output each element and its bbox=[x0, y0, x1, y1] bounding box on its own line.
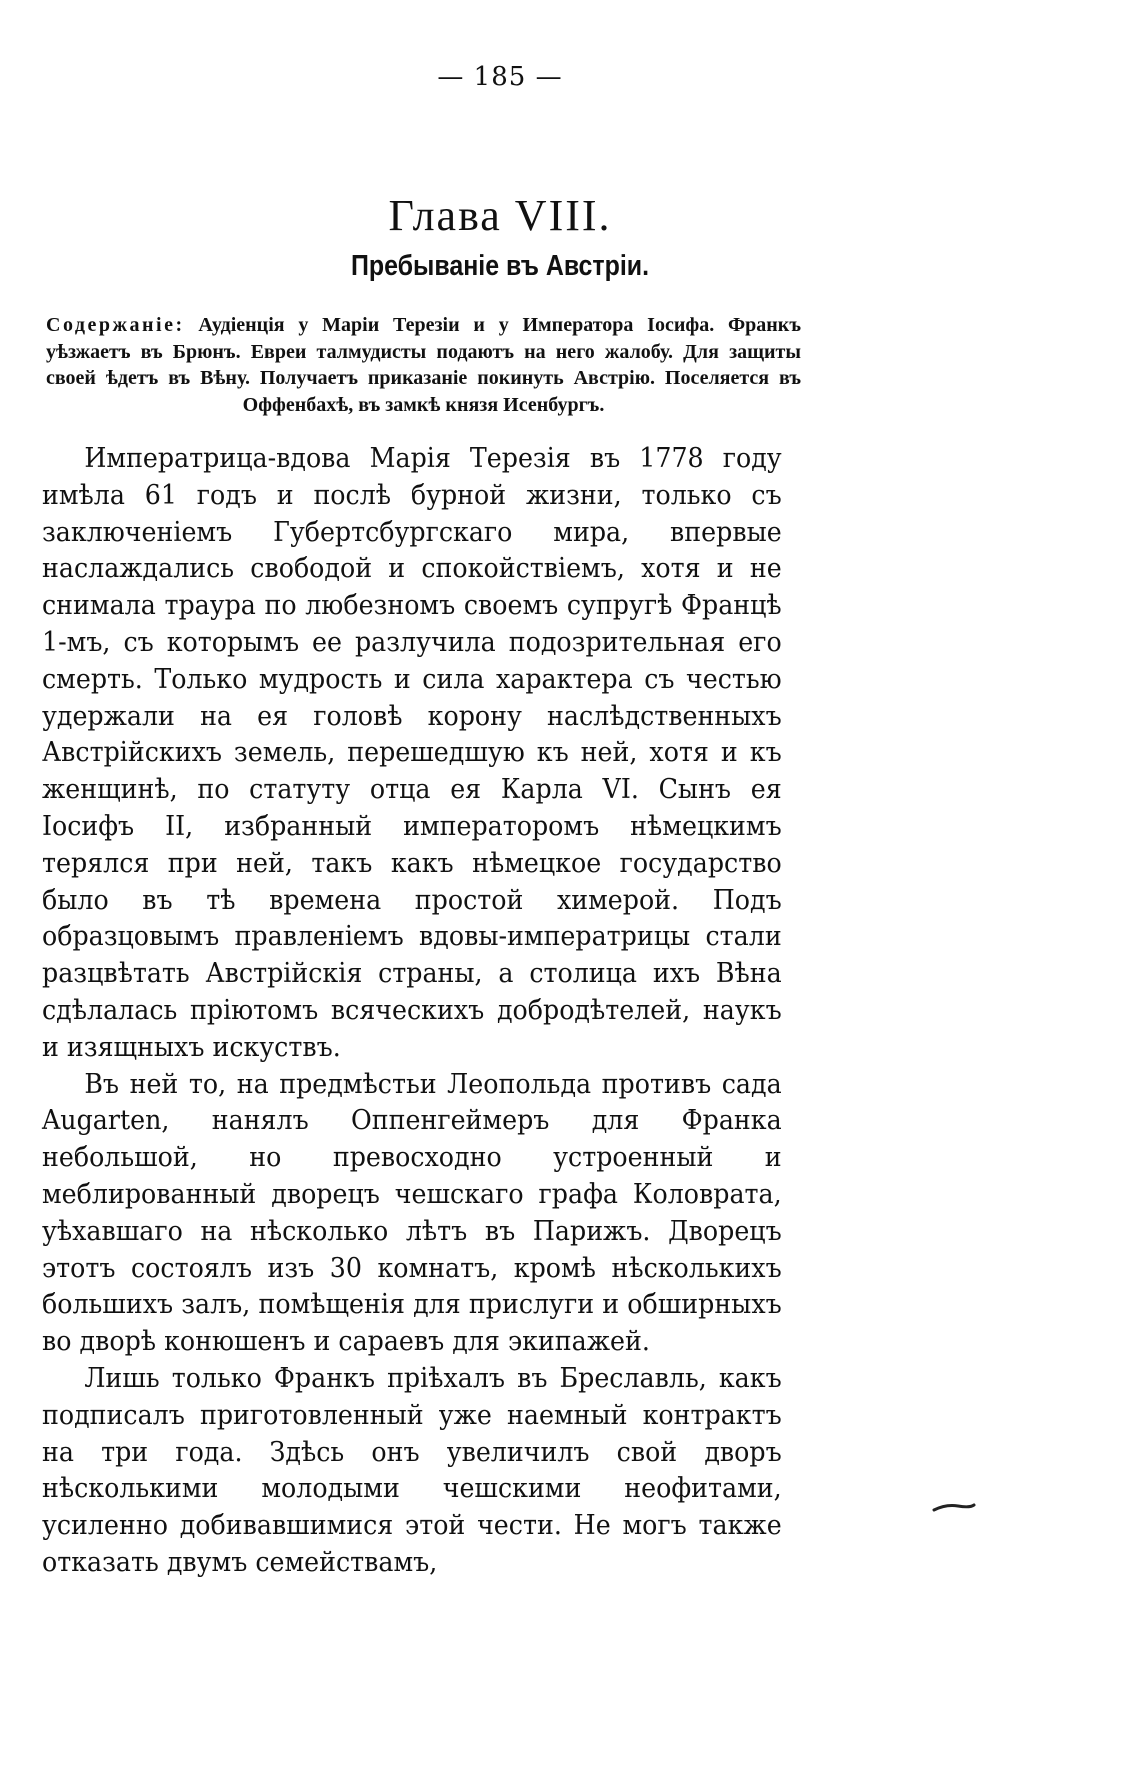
page-number: — 185 — bbox=[437, 62, 563, 92]
chapter-subtitle: Пребываніе въ Австріи. bbox=[350, 250, 650, 282]
summary-text: Аудіенція у Маріи Терезіи и у Императора Іосифа. Франкъ уѣзжаетъ въ Брюнъ. Евреи талмудисты подаютъ на него жалобу. Для защиты своей ѣдетъ въ Вѣну. Получаетъ приказаніе покинуть Австрію. Поселяется въ Оффенбахѣ, въ замкѣ князя Исенбургъ. bbox=[46, 314, 801, 416]
paragraph: Лишь только Франкъ пріѣхалъ въ Бреславль, какъ подписалъ приготовленный уже наемный контрактъ на три года. Здѣсь онъ увеличилъ свой дворъ нѣсколькими молодыми чешскими неофитами, усиленно добивавшимися этой чести. Не могъ также отказать двумъ семействамъ, bbox=[42, 1361, 782, 1578]
paragraph: Въ ней то, на предмѣстьи Леопольда противъ сада Augarten, нанялъ Оппенгеймеръ для Франка небольшой, но превосходно устроенный и меблированный дворецъ чешскаго графа Коловрата, уѣхавшаго на нѣсколько лѣтъ въ Парижъ. Дворецъ этотъ состоялъ изъ 30 комнатъ, кромѣ нѣсколькихъ большихъ залъ, помѣщенія для прислуги и обширныхъ во дворѣ конюшенъ и сараевъ для экипажей. bbox=[42, 1067, 782, 1358]
summary-label: Содержаніе: bbox=[46, 314, 185, 336]
chapter-title: Глава VIII. bbox=[388, 191, 612, 240]
paragraph: Императрица-вдова Марія Терезія въ 1778 году имѣла 61 годъ и послѣ бурной жизни, только съ заключеніемъ Губертсбургскаго мира, впервые наслаждались свободой и спокойствіемъ, хотя и не снимала траура по любезномъ своемъ супругѣ Францѣ 1-мъ, съ которымъ ее разлучила подозрительная его смерть. Только мудрость и сила характера съ честью удержали на ея головѣ корону наслѣдственныхъ Австрійскихъ земель, перешедшую къ ней, хотя и къ женщинѣ, по статуту отца ея Карла VI. Сынъ ея Іосифъ II, избранный императоромъ нѣмецкимъ терялся при ней, такъ какъ нѣмецкое государство было въ тѣ времена простой химерой. Подъ образцовымъ правленіемъ вдовы-императрицы стали разцвѣтать Австрійскія страны, а столица ихъ Вѣна сдѣлалась пріютомъ всяческихъ добродѣтелей, наукъ и изящныхъ искуствъ. bbox=[42, 442, 782, 1063]
body-text bbox=[42, 440, 782, 1581]
ink-mark-icon bbox=[932, 1500, 976, 1514]
chapter-summary bbox=[46, 312, 801, 418]
